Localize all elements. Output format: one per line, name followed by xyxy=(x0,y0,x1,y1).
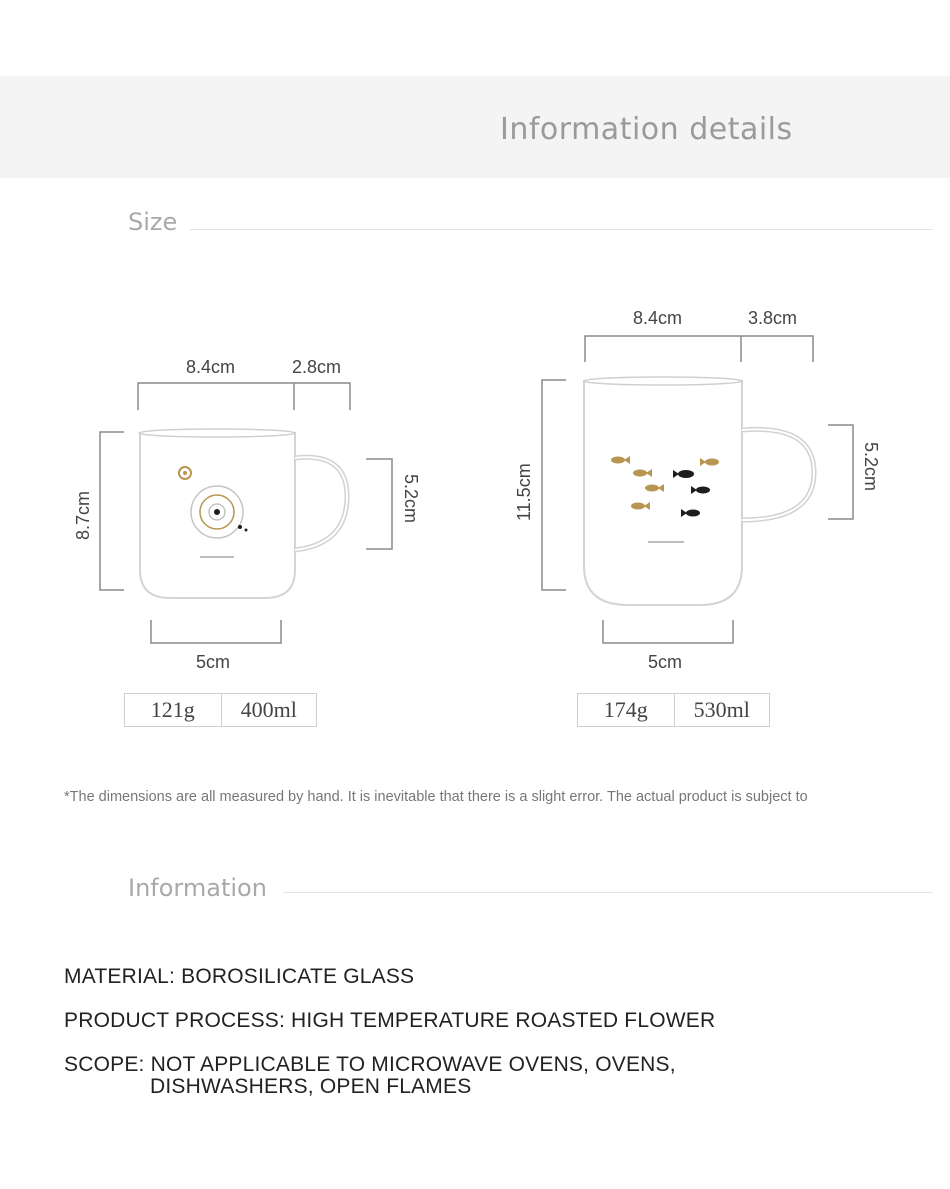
small-mug-capacity: 400ml xyxy=(221,694,317,726)
large-mug-handle-height-label: 5.2cm xyxy=(861,442,881,492)
large-mug-handle-label: 3.8cm xyxy=(748,308,798,328)
small-mug xyxy=(139,429,347,598)
scope-line-2: DISHWASHERS, OPEN FLAMES xyxy=(150,1075,472,1098)
small-mug-base-label: 5cm xyxy=(196,652,231,672)
large-mug-base-label: 5cm xyxy=(648,652,683,672)
info-section-rule xyxy=(283,892,933,893)
large-mug-width-label: 8.4cm xyxy=(633,308,683,328)
small-mug-handle-label: 2.8cm xyxy=(292,357,342,377)
measurement-note: *The dimensions are all measured by hand. It is inevitable that there is a slight error. The actual product is subject to xyxy=(64,789,808,805)
small-mug-height-label: 8.7cm xyxy=(73,490,93,540)
small-mug-dimension-lines xyxy=(100,383,392,643)
page-title: Information details xyxy=(500,112,793,147)
small-mug-spec-box xyxy=(124,693,317,727)
info-section-title: Information xyxy=(128,874,267,902)
process-line: PRODUCT PROCESS: HIGH TEMPERATURE ROASTED FLOWER xyxy=(64,1009,716,1032)
small-mug-handle-height-label: 5.2cm xyxy=(401,474,421,524)
size-section-title: Size xyxy=(128,208,178,236)
material-line: MATERIAL: BOROSILICATE GLASS xyxy=(64,965,415,988)
large-mug-spec-box xyxy=(577,693,770,727)
small-mug-weight: 121g xyxy=(150,697,195,722)
large-mug-weight: 174g xyxy=(603,697,648,722)
fish-pattern xyxy=(611,456,719,517)
small-mug-width-label: 8.4cm xyxy=(186,357,236,377)
large-mug-capacity: 530ml xyxy=(674,694,770,726)
scope-line-1: SCOPE: NOT APPLICABLE TO MICROWAVE OVENS, OVENS, xyxy=(64,1053,676,1076)
large-mug xyxy=(584,377,814,605)
large-mug-height-label: 11.5cm xyxy=(514,463,534,521)
